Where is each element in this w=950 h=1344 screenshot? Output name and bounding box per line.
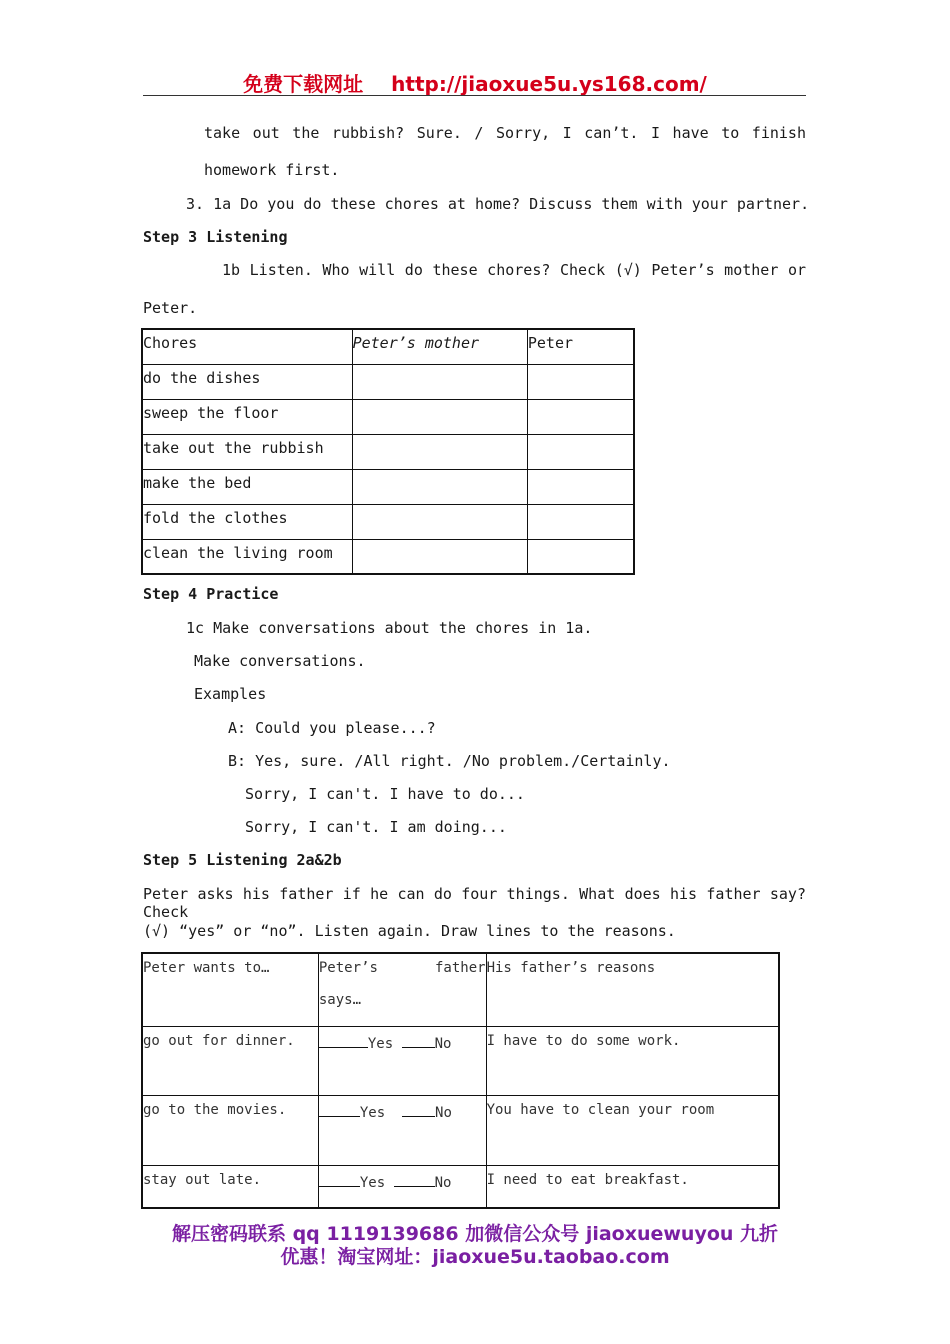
table-row [142,539,634,574]
chore-cell: do the dishes [142,364,352,399]
header-peter-wants: Peter wants to… [142,953,318,1026]
mother-check-cell[interactable] [352,539,527,574]
yes-label: Yes [359,1104,386,1121]
table-row [142,434,634,469]
mother-check-cell[interactable] [352,434,527,469]
step4-line-2: Make conversations. [194,652,366,670]
answer-cell [318,1095,486,1165]
peter-check-cell[interactable] [527,399,634,434]
yes-blank[interactable] [319,1172,360,1187]
footer-line-2: 优惠！淘宝网址：jiaoxue5u.taobao.com [280,1246,670,1268]
chore-cell: fold the clothes [142,504,352,539]
step3-instruction-2: Peter. [143,299,198,317]
chore-cell: clean the living room [142,539,352,574]
reason-cell: I have to do some work. [486,1026,779,1095]
table-row [142,1095,779,1165]
want-cell: go to the movies. [142,1095,318,1165]
want-cell: go out for dinner. [142,1026,318,1095]
step3-title: Step 3 Listening [143,228,288,246]
yes-label: Yes [367,1035,394,1052]
peter-check-cell[interactable] [527,469,634,504]
peter-check-cell[interactable] [527,364,634,399]
chore-cell: take out the rubbish [142,434,352,469]
header-peter: Peter [527,329,634,364]
footer-line-1: 解压密码联系 qq 1119139686 加微信公众号 jiaoxuewuyou 九折 [171,1223,779,1245]
reason-cell: You have to clean your room [486,1095,779,1165]
chores-table [141,328,635,575]
header-father-says-a: Peter’s [318,960,378,976]
no-blank[interactable] [402,1102,435,1117]
chore-cell: sweep the floor [142,399,352,434]
no-blank[interactable] [394,1172,435,1187]
yes-blank[interactable] [319,1102,360,1117]
mother-check-cell[interactable] [352,399,527,434]
yes-label: Yes [359,1174,386,1191]
mother-check-cell[interactable] [352,364,527,399]
table-row [142,364,634,399]
step5-instruction-1: Peter asks his father if he can do four things. What does his father say? Check [143,885,806,921]
table-header-row [142,953,779,1026]
father-answers-table [141,952,780,1209]
step5-title: Step 5 Listening 2a&2b [143,851,342,869]
no-blank[interactable] [402,1033,435,1048]
example-a: A: Could you please...? [228,719,436,737]
table-row [142,504,634,539]
header-peters-mother: Peter’s mother [352,329,527,364]
answer-cell [318,1165,486,1208]
peter-check-cell[interactable] [527,539,634,574]
table-row [142,1026,779,1095]
header-father-says-b: father [434,960,486,976]
want-cell: stay out late. [142,1165,318,1208]
table-row [142,1165,779,1208]
intro-line-2: homework first. [204,161,340,179]
yes-blank[interactable] [319,1033,368,1048]
header-url-link[interactable]: http://jiaoxue5u.ys168.com/ [391,72,707,96]
header-father-says-c: says… [318,992,362,1008]
no-label: No [434,1035,452,1052]
header-divider [143,95,806,96]
table-header-row [142,329,634,364]
step4-line-1: 1c Make conversations about the chores in 1a. [186,619,593,637]
no-label: No [434,1174,452,1191]
mother-check-cell[interactable] [352,469,527,504]
step5-instruction-2: (√) “yes” or “no”. Listen again. Draw lines to the reasons. [143,922,676,940]
reason-cell: I need to eat breakfast. [486,1165,779,1208]
header-father-says [318,953,486,1026]
peter-check-cell[interactable] [527,434,634,469]
peter-check-cell[interactable] [527,504,634,539]
example-sorry-1: Sorry, I can't. I have to do... [245,785,525,803]
step3-instruction-1: 1b Listen. Who will do these chores? Check (√) Peter’s mother or [222,261,806,279]
examples-label: Examples [194,685,267,703]
chore-cell: make the bed [142,469,352,504]
answer-cell [318,1026,486,1095]
header-label: 免费下载网址 [243,72,364,96]
no-label: No [435,1104,452,1121]
header-reasons: His father’s reasons [486,953,779,1026]
header-chores: Chores [142,329,352,364]
page-header [0,68,950,97]
mother-check-cell[interactable] [352,504,527,539]
intro-line-1: take out the rubbish? Sure. / Sorry, I can’t. I have to finish [204,124,806,142]
item-3: 3. 1a Do you do these chores at home? Discuss them with your partner. [186,195,810,213]
table-row [142,469,634,504]
example-b: B: Yes, sure. /All right. /No problem./Certainly. [228,752,671,770]
step4-title: Step 4 Practice [143,585,279,603]
table-row [142,399,634,434]
example-sorry-2: Sorry, I can't. I am doing... [245,818,507,836]
